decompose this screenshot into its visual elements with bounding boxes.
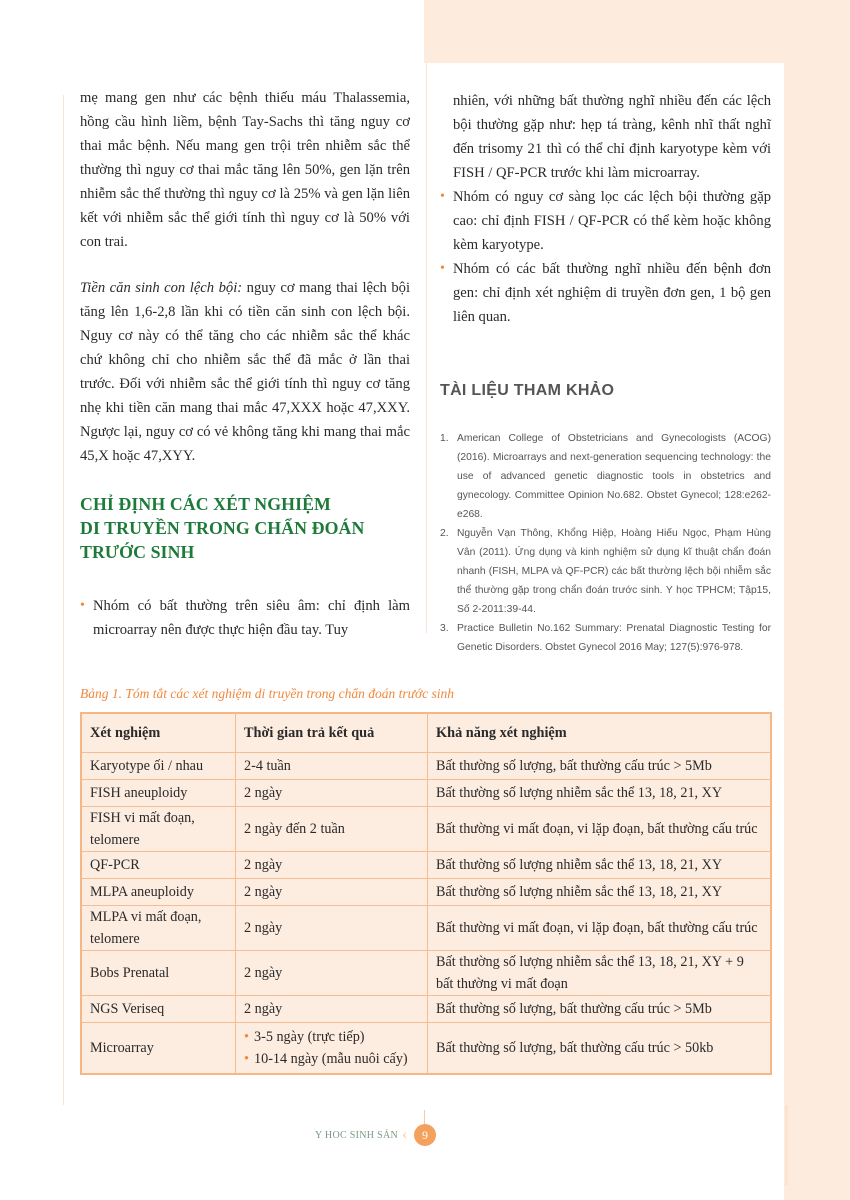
bullet-dot-icon: • — [440, 189, 445, 204]
paragraph-genetic-risk: mẹ mang gen như các bệnh thiếu máu Thalassemia, hồng cầu hình liềm, bệnh Tay-Sachs thì tăng nguy cơ thai mắc bệnh. Nếu mang gen trội trên nhiễm sắc thể thường thì nguy cơ thai mắc tăng lên 50%, gen lặn trên nhiễm sắc thể thường thì nguy cơ là 25% và gen lặn liên kết với nhiễm sắc thể giới tính thì nguy cơ là 50% với con trai. — [80, 90, 410, 250]
genetic-tests-table — [80, 712, 772, 1075]
references-list — [440, 429, 771, 657]
reference-item — [440, 429, 771, 524]
chevron-left-icon: ‹ — [402, 1126, 408, 1143]
reference-text: American College of Obstetricians and Gynecologists (ACOG) (2016). Microarrays and next-generation sequencing technology: the use of advanced genetic diagnostic tools in obstetrics and gynecology. Committee Opinion No.682. Obstet Gynecol; 128:e262-e268. — [457, 433, 771, 520]
table-cell: FISH vi mất đoạn, telomere — [81, 807, 236, 852]
table-cell: 2 ngày đến 2 tuần — [236, 807, 428, 852]
table-cell: FISH aneuploidy — [81, 780, 236, 807]
time-text: 10-14 ngày (mẫu nuôi cấy) — [254, 1051, 408, 1067]
reference-item — [440, 619, 771, 657]
time-list-item — [244, 1048, 419, 1070]
table-cell: Bất thường số lượng nhiễm sắc thể 13, 18, 21, XY — [428, 780, 772, 807]
table-cell: 2 ngày — [236, 906, 428, 951]
journal-name: Y HOC SINH SẢN — [314, 1130, 398, 1141]
table-cell: Bất thường số lượng nhiễm sắc thể 13, 18, 21, XY — [428, 852, 772, 879]
footer-stem — [424, 1110, 425, 1124]
page-number-badge: 9 — [414, 1124, 436, 1146]
references-heading: TÀI LIỆU THAM KHẢO — [440, 382, 615, 399]
page-footer — [0, 1124, 850, 1154]
section-heading-line: TRƯỚC SINH — [80, 542, 195, 562]
column-divider — [426, 63, 427, 633]
reference-text: Nguyễn Vạn Thông, Khổng Hiệp, Hoàng Hiếu Ngọc, Phạm Hùng Vân (2011). Ứng dụng và kinh nghiệm sử dụng kĩ thuật chẩn đoán nhanh (FISH, MLPA và QF-PCR) các bất thường lệch bội nhiễm sắc thể thường gặp trong chẩn đoán trước sinh. Y học TPHCM; Tập15, Số 2-2011:39-44. — [457, 528, 771, 615]
paragraph-lead: Tiền căn sinh con lệch bội: — [80, 280, 243, 296]
table-cell: 2-4 tuần — [236, 753, 428, 780]
bullet-text: Nhóm có bất thường trên siêu âm: chỉ định làm microarray nên được thực hiện đầu tay. Tuy — [93, 598, 410, 638]
table-row — [81, 996, 771, 1023]
bullet-text: Nhóm có nguy cơ sàng lọc các lệch bội thường gặp cao: chỉ định FISH / QF-PCR có thể kèm hoặc không kèm karyotype. — [453, 189, 771, 253]
table-cell: Microarray — [81, 1023, 236, 1075]
decorative-right-band — [784, 0, 850, 1200]
reference-number: 1. — [440, 433, 449, 444]
table-cell: Bất thường số lượng, bất thường cấu trúc > 5Mb — [428, 996, 772, 1023]
table-cell: Bất thường số lượng, bất thường cấu trúc > 5Mb — [428, 753, 772, 780]
table-row — [81, 780, 771, 807]
table-row — [81, 807, 771, 852]
bullet-item — [440, 257, 771, 329]
bullet-item — [80, 594, 410, 642]
column-header: Xét nghiệm — [81, 713, 236, 753]
table-row — [81, 879, 771, 906]
table-cell: Bất thường vi mất đoạn, vi lặp đoạn, bất thường cấu trúc — [428, 906, 772, 951]
table-cell: MLPA aneuploidy — [81, 879, 236, 906]
bullet-dot-icon: • — [244, 1051, 249, 1067]
table-cell-time-list — [236, 1023, 428, 1075]
column-header: Khả năng xét nghiệm — [428, 713, 772, 753]
table-row — [81, 852, 771, 879]
section-heading-line: DI TRUYỀN TRONG CHẨN ĐOÁN — [80, 518, 365, 538]
reference-item — [440, 524, 771, 619]
reference-text: Practice Bulletin No.162 Summary: Prenatal Diagnostic Testing for Genetic Disorders. Obstet Gynecol 2016 May; 127(5):976-978. — [457, 623, 771, 653]
table-cell: Bobs Prenatal — [81, 951, 236, 996]
table-cell: 2 ngày — [236, 852, 428, 879]
table-cell: Bất thường số lượng nhiễm sắc thể 13, 18, 21, XY — [428, 879, 772, 906]
table-cell: Bất thường số lượng, bất thường cấu trúc > 50kb — [428, 1023, 772, 1075]
paragraph-aneuploidy-history — [80, 276, 410, 468]
column-header: Thời gian trả kết quả — [236, 713, 428, 753]
table-cell: 2 ngày — [236, 879, 428, 906]
table-row — [81, 906, 771, 951]
table-cell: 2 ngày — [236, 996, 428, 1023]
table-caption: Bảng 1. Tóm tắt các xét nghiệm di truyền trong chẩn đoán trước sinh — [80, 686, 455, 701]
left-margin-rule — [63, 95, 64, 1105]
left-column — [80, 86, 410, 642]
table-header-row — [81, 713, 771, 753]
table-cell: NGS Veriseq — [81, 996, 236, 1023]
table-cell: Bất thường số lượng nhiễm sắc thể 13, 18, 21, XY + 9 bất thường vi mất đoạn — [428, 951, 772, 996]
table-cell: 2 ngày — [236, 951, 428, 996]
table-cell: Bất thường vi mất đoạn, vi lặp đoạn, bất thường cấu trúc — [428, 807, 772, 852]
bullet-text: nhiên, với những bất thường nghĩ nhiều đến các lệch bội thường gặp như: hẹp tá tràng, kênh nhĩ thất nghĩ đến trisomy 21 thì có thể chỉ định karyotype kèm với FISH / QF-PCR trước khi làm microarray. — [453, 93, 771, 181]
table-cell: Karyotype ối / nhau — [81, 753, 236, 780]
time-list-item — [244, 1026, 419, 1048]
bullet-item — [440, 185, 771, 257]
reference-number: 3. — [440, 623, 449, 634]
bullet-dot-icon: • — [244, 1029, 249, 1045]
time-text: 3-5 ngày (trực tiếp) — [254, 1029, 365, 1045]
bullet-dot-icon: • — [440, 261, 445, 276]
section-heading-line: CHỈ ĐỊNH CÁC XÉT NGHIỆM — [80, 494, 331, 514]
table-row — [81, 1023, 771, 1075]
table-cell: QF-PCR — [81, 852, 236, 879]
table-row — [81, 951, 771, 996]
paragraph-body: nguy cơ mang thai lệch bội tăng lên 1,6-2,8 lần khi có tiền căn sinh con lệch bội. Nguy cơ này có thể tăng cho các nhiễm sắc thể khác chứ không chỉ cho nhiễm sắc thể đã mắc ở lần thai trước. Đối với nhiễm sắc thể giới tính thì nguy cơ tăng nhẹ khi tiền căn mang thai mắc 47,XXX hoặc 47,XXY. Ngược lại, nguy cơ có vẻ không tăng khi mang thai mắc 45,X hoặc 47,XYY. — [80, 280, 410, 464]
bullet-dot-icon: • — [80, 598, 85, 613]
table-row — [81, 753, 771, 780]
table-cell: 2 ngày — [236, 780, 428, 807]
table-cell: MLPA vi mất đoạn, telomere — [81, 906, 236, 951]
section-heading — [80, 492, 410, 564]
reference-number: 2. — [440, 528, 449, 539]
bullet-text: Nhóm có các bất thường nghĩ nhiều đến bệnh đơn gen: chỉ định xét nghiệm di truyền đơn gen, 1 bộ gen liên quan. — [453, 261, 771, 325]
bullet-item-continued — [440, 89, 771, 185]
right-column — [440, 89, 771, 657]
